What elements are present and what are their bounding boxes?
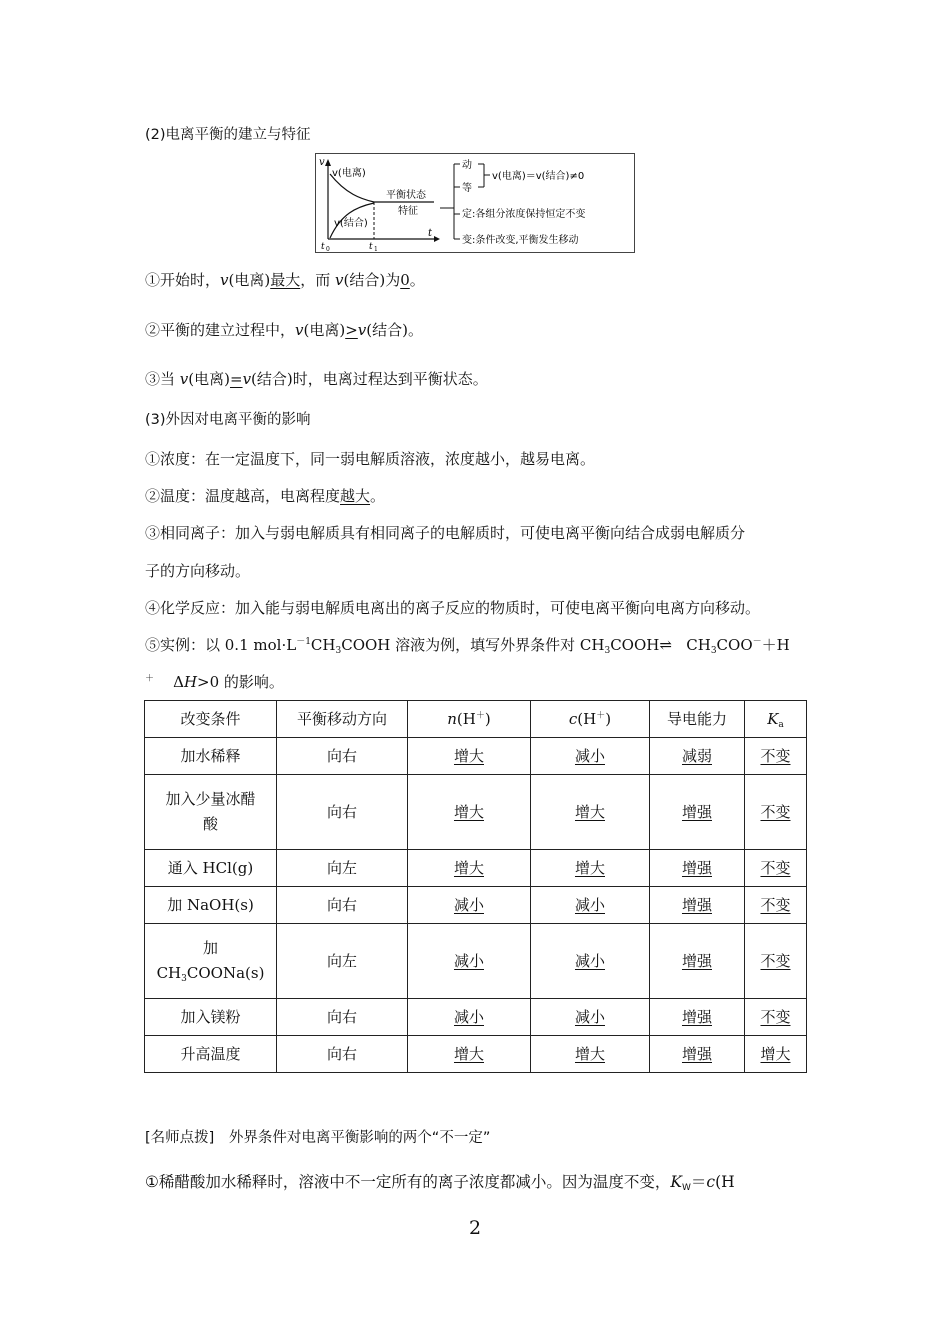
factor-temperature: ②温度：温度越高，电离程度越大。 bbox=[145, 487, 386, 505]
cell-ka: 不变 bbox=[745, 850, 807, 887]
factor-concentration: ①浓度：在一定温度下，同一弱电解质溶液，浓度越小，越易电离。 bbox=[145, 450, 596, 468]
table-row bbox=[145, 775, 807, 850]
cell-condition: 加入镁粉 bbox=[145, 999, 277, 1036]
cell-direction: 向右 bbox=[277, 999, 408, 1036]
cell-n-h: 减小 bbox=[408, 887, 531, 924]
factor-common-ion-line2: 子的方向移动。 bbox=[145, 562, 251, 580]
cell-ka: 不变 bbox=[745, 887, 807, 924]
t1-sub: 1 bbox=[374, 246, 378, 252]
center-label-2: 特征 bbox=[398, 206, 418, 217]
point-2: ②平衡的建立过程中，v(电离)>v(结合)。 bbox=[145, 321, 424, 339]
cell-conductivity: 增强 bbox=[650, 775, 745, 850]
t1-label: t bbox=[369, 242, 373, 252]
feature-change: 变:条件改变,平衡发生移动 bbox=[462, 235, 579, 246]
cell-c-h: 减小 bbox=[531, 924, 650, 999]
influence-table bbox=[144, 700, 807, 1073]
cell-condition: 加 $CH_3COONa(s)$ bbox=[145, 924, 277, 999]
table-row bbox=[145, 850, 807, 887]
cell-conductivity: 增强 bbox=[650, 887, 745, 924]
cell-c-h: 减小 bbox=[531, 738, 650, 775]
example-line2: ＋ ΔH>0 的影响。 bbox=[145, 673, 284, 691]
example-line1: ⑤实例：以 0.1 $mol\cdot L^{-1}CH_3COOH$ 溶液为例，填写外界条件对 $CH_3COOH\rightleftharpoons$ $CH_3COO^-+H$ bbox=[145, 636, 790, 656]
cell-condition: 升高温度 bbox=[145, 1036, 277, 1073]
cell-n-h: 增大 bbox=[408, 738, 531, 775]
t0-label: t bbox=[321, 242, 325, 252]
table-header-row bbox=[145, 701, 807, 738]
point-3: ③当 v(电离)=v(结合)时，电离过程达到平衡状态。 bbox=[145, 370, 488, 388]
point-1: ①开始时，v(电离)最大，而 v(结合)为0。 bbox=[145, 271, 425, 289]
cell-direction: 向左 bbox=[277, 924, 408, 999]
t0-sub: 0 bbox=[326, 246, 330, 252]
blank-larger: 越大 bbox=[340, 487, 371, 505]
section-heading-3: (3)外因对电离平衡的影响 bbox=[145, 412, 311, 428]
cell-ka: 不变 bbox=[745, 738, 807, 775]
tip-point-1: ①稀醋酸加水稀释时，溶液中不一定所有的离子浓度都减小。因为温度不变，$K_W=c(H$ bbox=[145, 1173, 735, 1193]
header-condition: 改变条件 bbox=[145, 701, 277, 738]
cell-c-h: 增大 bbox=[531, 775, 650, 850]
cell-n-h: 增大 bbox=[408, 775, 531, 850]
tip-title: [名师点拨] 外界条件对电离平衡影响的两个“不一定” bbox=[145, 1130, 491, 1146]
equilibrium-diagram bbox=[315, 153, 635, 253]
cell-c-h: 减小 bbox=[531, 887, 650, 924]
cell-direction: 向右 bbox=[277, 887, 408, 924]
table-row bbox=[145, 887, 807, 924]
cell-n-h: 增大 bbox=[408, 850, 531, 887]
center-label-1: 平衡状态 bbox=[386, 190, 426, 201]
feature-constant: 定:各组分浓度保持恒定不变 bbox=[462, 209, 586, 220]
equilibrium-diagram-svg bbox=[316, 154, 634, 252]
blank-equal: = bbox=[229, 370, 243, 388]
table-row bbox=[145, 924, 807, 999]
cell-conductivity: 增强 bbox=[650, 924, 745, 999]
cell-c-h: 减小 bbox=[531, 999, 650, 1036]
blank-zero: 0 bbox=[400, 271, 410, 289]
cell-ka: 增大 bbox=[745, 1036, 807, 1073]
table-row bbox=[145, 999, 807, 1036]
page-number: 2 bbox=[468, 1217, 482, 1239]
header-ka: $K_a$ bbox=[745, 701, 807, 738]
cell-direction: 向右 bbox=[277, 738, 408, 775]
feature-equal-desc: v(电离)＝v(结合)≠0 bbox=[492, 171, 585, 182]
factor-common-ion-line1: ③相同离子：加入与弱电解质具有相同离子的电解质时，可使电离平衡向结合成弱电解质分 bbox=[145, 524, 746, 542]
blank-greater: > bbox=[345, 321, 358, 339]
curve-bottom-label: v(结合) bbox=[334, 218, 368, 229]
header-c-h: c(H＋) bbox=[531, 701, 650, 738]
header-direction: 平衡移动方向 bbox=[277, 701, 408, 738]
cell-condition: 加水稀释 bbox=[145, 738, 277, 775]
cell-n-h: 减小 bbox=[408, 999, 531, 1036]
table-row bbox=[145, 1036, 807, 1073]
cell-c-h: 增大 bbox=[531, 1036, 650, 1073]
cell-direction: 向右 bbox=[277, 775, 408, 850]
cell-c-h: 增大 bbox=[531, 850, 650, 887]
feature-equal: 等 bbox=[462, 183, 472, 194]
cell-condition: 通入 HCl(g) bbox=[145, 850, 277, 887]
cell-ka: 不变 bbox=[745, 999, 807, 1036]
curve-top-label: v(电离) bbox=[332, 168, 366, 179]
cell-ka: 不变 bbox=[745, 775, 807, 850]
table-row bbox=[145, 738, 807, 775]
section-heading-2: (2)电离平衡的建立与特征 bbox=[145, 127, 311, 143]
cell-conductivity: 减弱 bbox=[650, 738, 745, 775]
blank-max: 最大 bbox=[270, 271, 301, 289]
cell-condition: 加 NaOH(s) bbox=[145, 887, 277, 924]
axis-v-label: v bbox=[319, 157, 325, 168]
header-conductivity: 导电能力 bbox=[650, 701, 745, 738]
cell-n-h: 减小 bbox=[408, 924, 531, 999]
cell-direction: 向左 bbox=[277, 850, 408, 887]
cell-conductivity: 增强 bbox=[650, 999, 745, 1036]
cell-n-h: 增大 bbox=[408, 1036, 531, 1073]
axis-t-label: t bbox=[428, 228, 433, 239]
cell-condition: 加入少量冰醋 酸 bbox=[145, 775, 277, 850]
cell-conductivity: 增强 bbox=[650, 1036, 745, 1073]
header-n-h: n(H＋) bbox=[408, 701, 531, 738]
cell-ka: 不变 bbox=[745, 924, 807, 999]
cell-conductivity: 增强 bbox=[650, 850, 745, 887]
cell-direction: 向右 bbox=[277, 1036, 408, 1073]
feature-dynamic: 动 bbox=[462, 160, 472, 171]
factor-chemical-reaction: ④化学反应：加入能与弱电解质电离出的离子反应的物质时，可使电离平衡向电离方向移动。 bbox=[145, 599, 761, 617]
